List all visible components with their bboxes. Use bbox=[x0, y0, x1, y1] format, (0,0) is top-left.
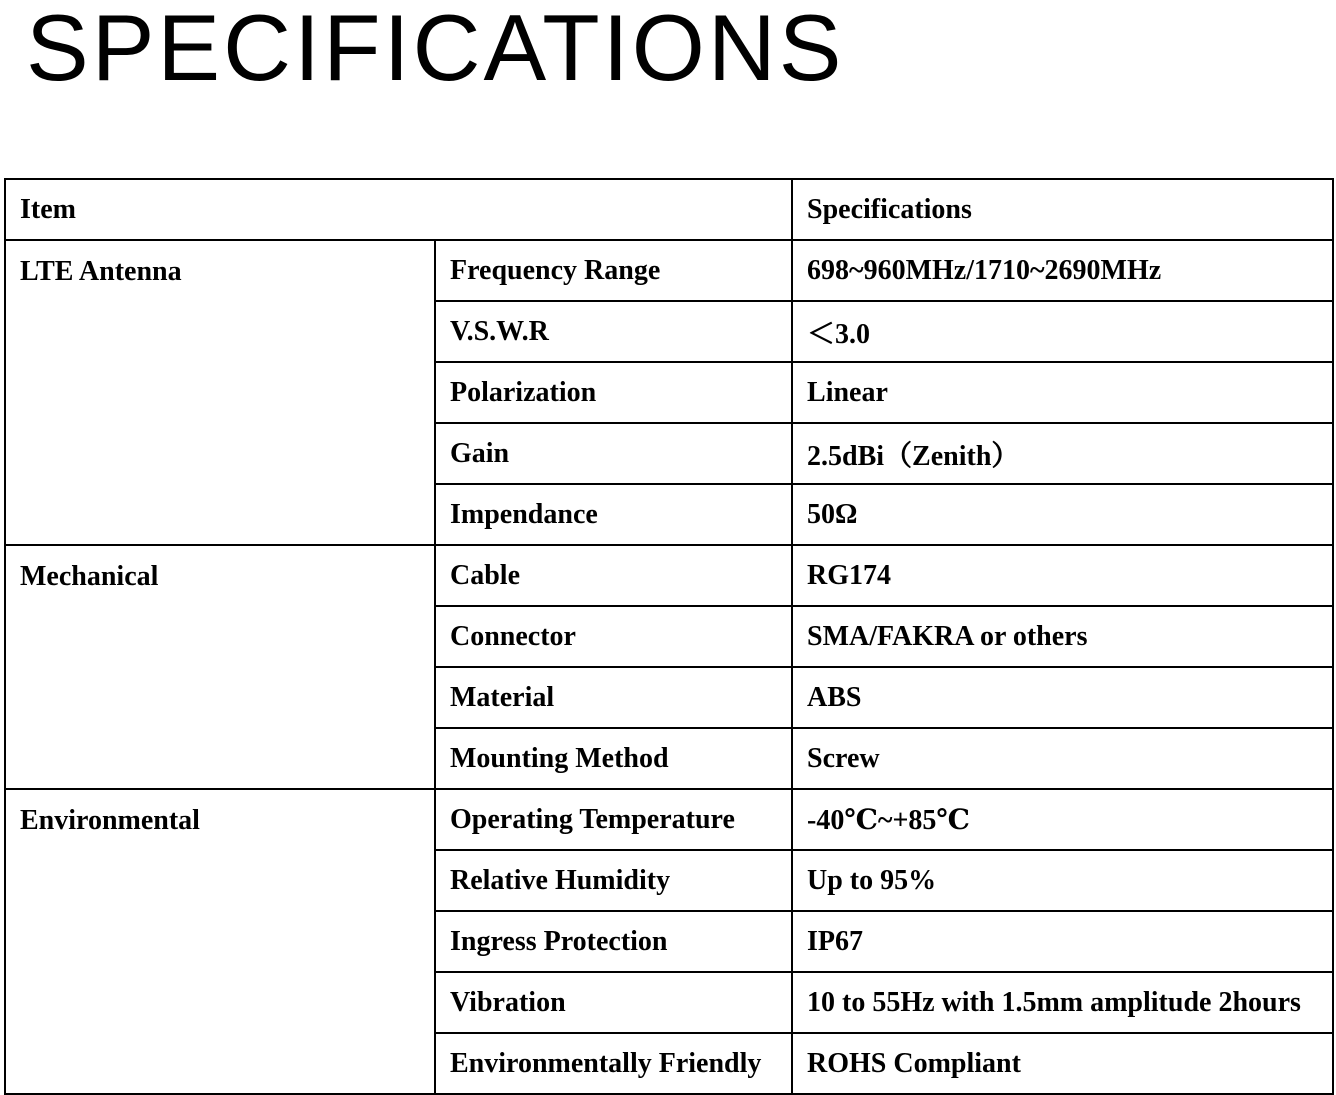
item-cell: Cable bbox=[435, 545, 792, 606]
header-item: Item bbox=[5, 179, 792, 240]
item-cell: Ingress Protection bbox=[435, 911, 792, 972]
group-label-lte-antenna: LTE Antenna bbox=[5, 240, 435, 545]
page-title: SPECIFICATIONS bbox=[26, 0, 845, 100]
value-cell: IP67 bbox=[792, 911, 1333, 972]
item-cell: Gain bbox=[435, 423, 792, 484]
specifications-table bbox=[4, 178, 1334, 1095]
header-row bbox=[5, 179, 1333, 240]
value-cell: RG174 bbox=[792, 545, 1333, 606]
item-cell: Polarization bbox=[435, 362, 792, 423]
item-cell: Impendance bbox=[435, 484, 792, 545]
table-row bbox=[5, 240, 1333, 301]
item-cell: Vibration bbox=[435, 972, 792, 1033]
value-cell: ROHS Compliant bbox=[792, 1033, 1333, 1094]
item-cell: Material bbox=[435, 667, 792, 728]
item-cell: Environmentally Friendly bbox=[435, 1033, 792, 1094]
value-cell: -40℃~+85℃ bbox=[792, 789, 1333, 850]
value-cell: Linear bbox=[792, 362, 1333, 423]
group-label-mechanical: Mechanical bbox=[5, 545, 435, 789]
group-label-environmental: Environmental bbox=[5, 789, 435, 1094]
table-row bbox=[5, 545, 1333, 606]
item-cell: Relative Humidity bbox=[435, 850, 792, 911]
value-cell: 2.5dBi（Zenith） bbox=[792, 423, 1333, 484]
header-specifications: Specifications bbox=[792, 179, 1333, 240]
value-cell: 698~960MHz/1710~2690MHz bbox=[792, 240, 1333, 301]
value-cell: SMA/FAKRA or others bbox=[792, 606, 1333, 667]
value-cell: ＜3.0 bbox=[792, 301, 1333, 362]
value-cell: ABS bbox=[792, 667, 1333, 728]
value-cell: Screw bbox=[792, 728, 1333, 789]
item-cell: V.S.W.R bbox=[435, 301, 792, 362]
item-cell: Frequency Range bbox=[435, 240, 792, 301]
table-row bbox=[5, 789, 1333, 850]
item-cell: Operating Temperature bbox=[435, 789, 792, 850]
item-cell: Mounting Method bbox=[435, 728, 792, 789]
item-cell: Connector bbox=[435, 606, 792, 667]
value-cell: 50Ω bbox=[792, 484, 1333, 545]
value-cell: Up to 95% bbox=[792, 850, 1333, 911]
value-cell: 10 to 55Hz with 1.5mm amplitude 2hours bbox=[792, 972, 1333, 1033]
